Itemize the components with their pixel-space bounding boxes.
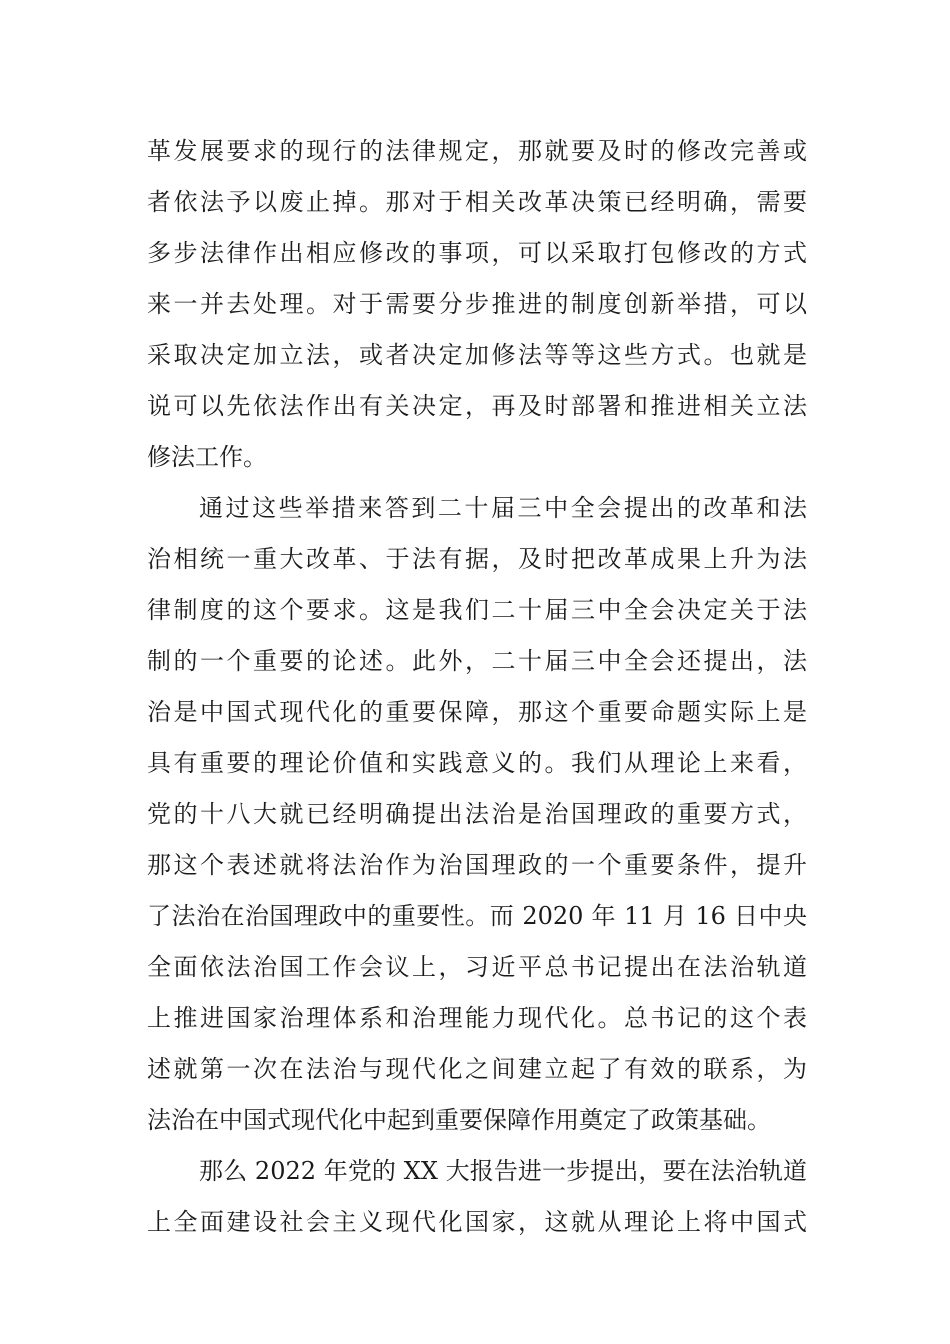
text-line: 说可以先依法作出有关决定，再及时部署和推进相关立法 <box>147 392 807 420</box>
text-line: 制的一个重要的论述。此外，二十届三中全会还提出，法 <box>147 647 807 675</box>
text-line: 法治在中国式现代化中起到重要保障作用奠定了政策基础。 <box>147 1106 771 1134</box>
text-line: 者依法予以废止掉。那对于相关改革决策已经明确，需要 <box>147 188 807 216</box>
text-line: 修法工作。 <box>147 443 267 471</box>
text-line: 述就第一次在法治与现代化之间建立起了有效的联系，为 <box>147 1055 807 1083</box>
text-line: 治是中国式现代化的重要保障，那这个重要命题实际上是 <box>147 698 807 726</box>
text-line: 治相统一重大改革、于法有据，及时把改革成果上升为法 <box>147 545 807 573</box>
text-line: 上推进国家治理体系和治理能力现代化。总书记的这个表 <box>147 1004 807 1032</box>
text-line: 了法治在治国理政中的重要性。而 2020 年 11 月 16 日中央 <box>147 902 807 930</box>
text-line: 多步法律作出相应修改的事项，可以采取打包修改的方式 <box>147 239 807 267</box>
text-line: 那这个表述就将法治作为治国理政的一个重要条件，提升 <box>147 851 807 879</box>
text-line: 通过这些举措来答到二十届三中全会提出的改革和法 <box>199 494 807 522</box>
text-line: 全面依法治国工作会议上，习近平总书记提出在法治轨道 <box>147 953 807 981</box>
text-line: 上全面建设社会主义现代化国家，这就从理论上将中国式 <box>147 1208 807 1236</box>
text-line: 那么 2022 年党的 XX 大报告进一步提出，要在法治轨道 <box>199 1157 807 1185</box>
text-line: 具有重要的理论价值和实践意义的。我们从理论上来看， <box>147 749 807 777</box>
text-line: 党的十八大就已经明确提出法治是治国理政的重要方式， <box>147 800 807 828</box>
document-body <box>147 126 807 1248</box>
text-line: 律制度的这个要求。这是我们二十届三中全会决定关于法 <box>147 596 807 624</box>
text-line: 来一并去处理。对于需要分步推进的制度创新举措，可以 <box>147 290 807 318</box>
text-line: 采取决定加立法，或者决定加修法等等这些方式。也就是 <box>147 341 807 369</box>
text-line: 革发展要求的现行的法律规定，那就要及时的修改完善或 <box>147 137 807 165</box>
